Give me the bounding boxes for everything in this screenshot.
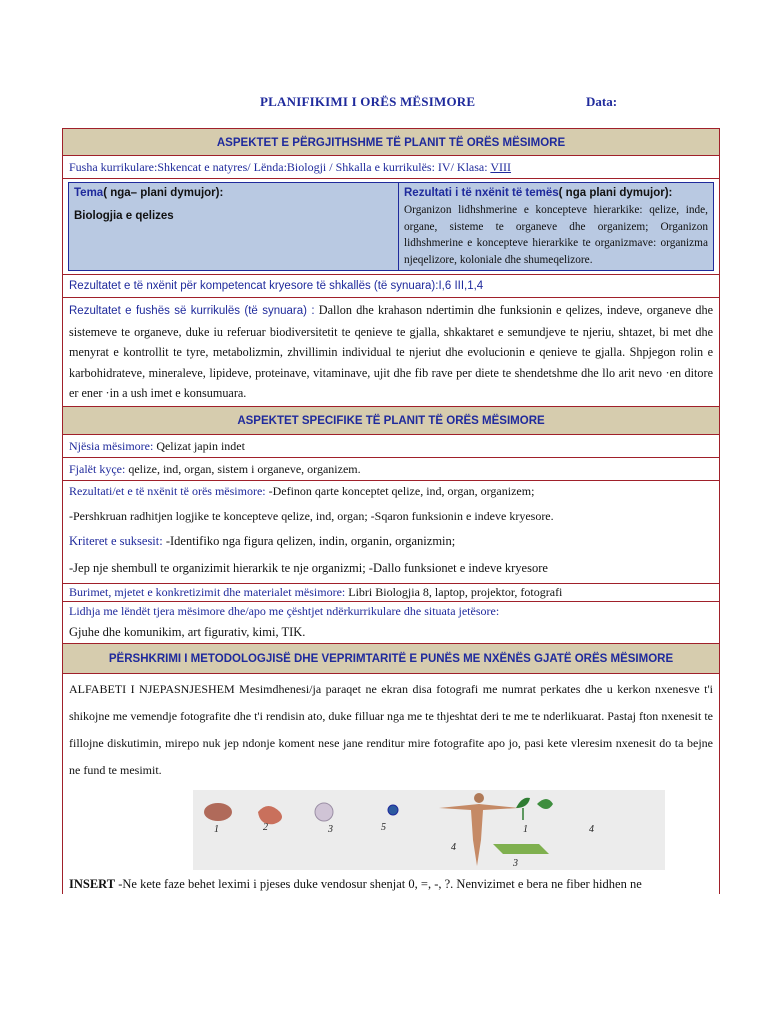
fjalet-label: Fjalët kyçe:: [69, 461, 126, 476]
fjalet-line: [63, 458, 719, 481]
intestine-icon: [204, 803, 232, 821]
kriteret-1: -Identifiko nga figura qelizen, indin, organin, organizmin;: [165, 533, 456, 548]
methodology-block: [63, 674, 719, 894]
burimet-label: Burimet, mjetet e konkretizimit dhe materialet mësimore:: [69, 584, 346, 599]
tissue-icon: [315, 803, 333, 821]
fjalet-value: qelize, ind, organ, sistem i organeve, organizem.: [128, 461, 361, 476]
image-label: 4: [451, 841, 456, 853]
image-label: 1: [523, 823, 528, 835]
burimet-line: [63, 584, 719, 602]
page-title: PLANIFIKIMI I ORËS MËSIMORE: [260, 94, 476, 109]
section-heading-general: ASPEKTET E PËRGJITHSHME TË PLANIT TË ORËS MËSIMORE: [63, 128, 719, 156]
section-heading-methodology: PËRSHKRIMI I METODOLOGJISË DHE VEPRIMTARITË E PUNËS ME NXËNËS GJATË ORËS MËSIMORE: [63, 644, 719, 674]
organization-levels-image: [193, 790, 665, 870]
kompetenca-line: Rezultatet e të nxënit për kompetencat kryesore të shkallës (të synuara):I,6 III,1,4: [63, 275, 719, 298]
tema-rezultati-row: [63, 179, 719, 275]
fusha-line: [63, 156, 719, 179]
rezultati-cell: [399, 183, 713, 270]
kriteret-label: Kriteret e suksesit:: [69, 533, 163, 548]
lidhja-value: Gjuhe dhe komunikim, art figurativ, kimi, TIK.: [69, 624, 306, 639]
tema-label: Tema: [74, 187, 104, 199]
klasa-value: VIII: [490, 160, 512, 174]
image-label: 2: [263, 821, 268, 833]
cell-icon: [388, 805, 398, 815]
rezultati-rest: ( nga plani dymujor):: [558, 187, 673, 199]
fusha-rezultatet-value: Dallon dhe krahason ndertimin dhe funksionin e qelizes, indeve, organeve dhe sistemeve te organeve, duke iu referuar biodiversitetit te qenieve te gjalla, shkaktaret e semundjeve te njeriu, shtazet, bi met dhe menyrat e kontrollit te tyre, metabolizmin, zhvillimin individual te njeriut dhe evolucionin e qenieve te gjalla. Shpjegon rolin e karbohidrateve, mineraleve, lipideve, proteinave, vitaminave, ujit dhe fib rave per diete te shendetshme dhe llo arit nevo ·en ditore er ener ·in a ush imet e konsumuara.: [69, 303, 713, 400]
rezultati-value: Organizon lidhshmerine e koncepteve hierarkike: qelize, inde, organe, sisteme te organeve dhe organizem; Organizon lidhshmerine e koncepteve hierarkike te organizmave: organizma njeqelizore, koloniale dhe shumeqelizore.: [404, 204, 708, 266]
insert-text: -Ne kete faze behet leximi i pjeses duke vendosur shenjat 0, =, -, ?. Nenvizimet e bera ne fiber hidhen ne: [115, 876, 642, 891]
title-row: [0, 94, 768, 114]
lidhja-block: [63, 602, 719, 644]
image-label: 1: [214, 823, 219, 835]
image-label: 3: [328, 823, 333, 835]
rezultati-label: Rezultati i të nxënit të temës: [404, 187, 559, 199]
rezultatet-ores-2: -Pershkruan radhitjen logjike te koncepteve qelize, ind, organ; -Sqaron funksionin e indeve kryesore.: [69, 508, 554, 523]
njesia-value: Qelizat japin indet: [156, 438, 245, 453]
fusha-rezultatet: [63, 298, 719, 407]
image-label: 3: [513, 857, 518, 869]
lesson-plan-table: [62, 128, 720, 894]
tema-value: Biologjia e qelizes: [74, 210, 174, 222]
tema-box: [68, 182, 714, 271]
insert-label: INSERT: [69, 876, 116, 891]
lidhja-label: Lidhja me lëndët tjera mësimore dhe/apo me çështjet ndërkurrikulare dhe situata jetësore:: [69, 603, 500, 618]
kriteret-2: -Jep nje shembull te organizimit hierarkik te nje organizmi; -Dallo funksionet e indeve kryesore: [69, 560, 548, 575]
date-label: Data:: [586, 94, 618, 109]
image-label: 4: [589, 823, 594, 835]
tema-cell: [69, 183, 399, 270]
burimet-value: Libri Biologjia 8, laptop, projektor, fotografi: [348, 584, 563, 599]
njesia-label: Njësia mësimore:: [69, 438, 154, 453]
alfabeti-text: ALFABETI I NJEPASNJESHEM Mesimdhenesi/ja paraqet ne ekran disa fotografi me numrat perkates dhe u kerkon nxenesve t'i shikojne me vemendje fotografite dhe t'i rendisin ato, duke filluar nga me te thjeshtat deri te me te nderlikuarat. Pastaj fton nxenesit te fillojne diskutimin, mirepo nuk jep ndonje koment nese jane renditur mire fotografite apo jo, pasi kete vleresim nxenesit do ta bejne ne fund te mesimit.: [69, 681, 713, 777]
rezultatet-ores-block: [63, 481, 719, 584]
fusha-rezultatet-label: Rezultatet e fushës së kurrikulës (të synuara) :: [69, 305, 315, 317]
fusha-text: Fusha kurrikulare:Shkencat e natyres/ Lënda:Biologji / Shkalla e kurrikulës: IV/ Klasa:: [69, 160, 488, 174]
insert-line: [69, 874, 713, 894]
njesia-line: [63, 435, 719, 458]
rezultatet-ores-label: Rezultati/et e të nxënit të orës mësimore:: [69, 483, 266, 498]
rezultatet-ores-1: -Definon qarte konceptet qelize, ind, organ, organizem;: [268, 483, 535, 498]
section-heading-specific: ASPEKTET SPECIFIKE TË PLANIT TË ORËS MËSIMORE: [63, 407, 719, 435]
image-label: 5: [381, 821, 386, 833]
tema-rest: ( nga– plani dymujor):: [103, 187, 224, 199]
